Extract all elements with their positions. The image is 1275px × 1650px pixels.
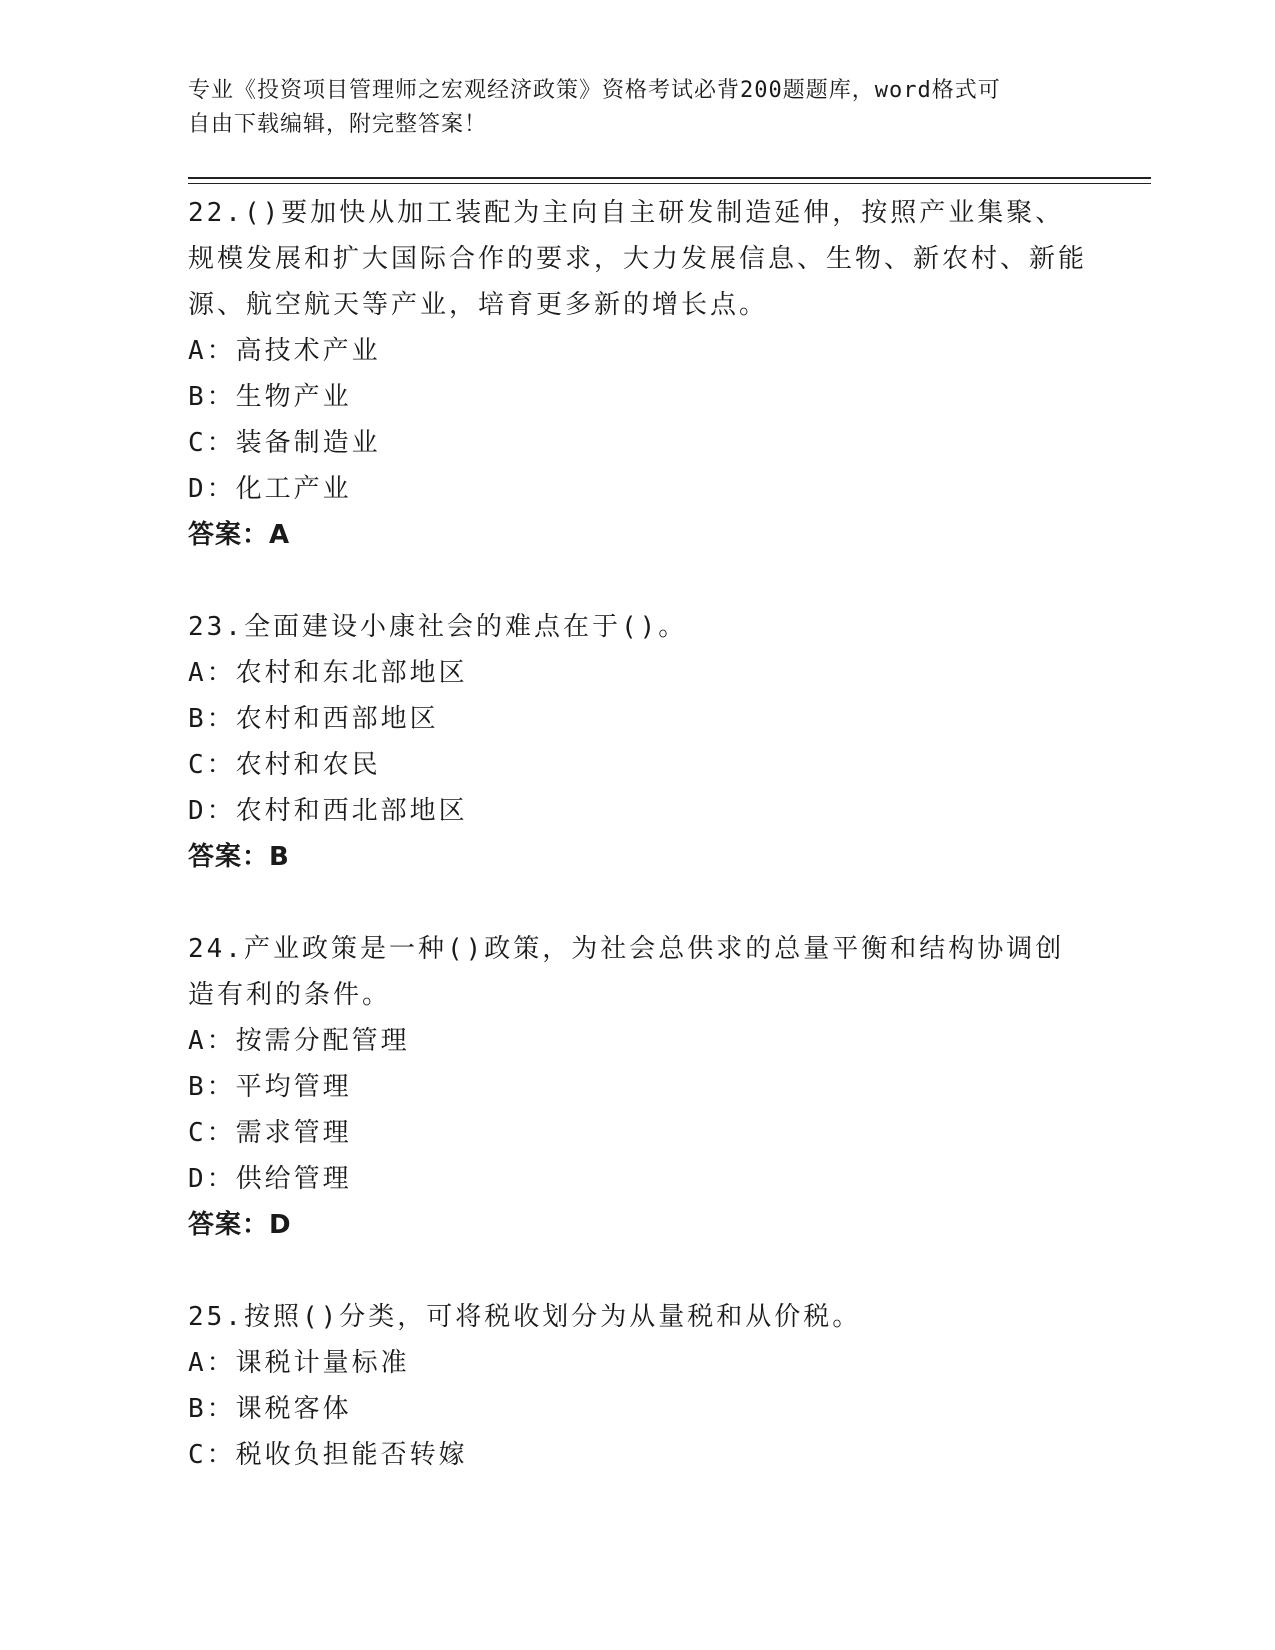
- answer-line: 答案：D: [188, 1210, 292, 1240]
- option-a: A：课税计量标准: [188, 1348, 410, 1378]
- question-stem: 24.产业政策是一种()政策，为社会总供求的总量平衡和结构协调创造有利的条件。: [188, 934, 1065, 1010]
- option-c: C：税收负担能否转嫁: [188, 1440, 468, 1470]
- option-d: D：化工产业: [188, 474, 352, 504]
- question-list: [188, 190, 1088, 1524]
- option-c: C：农村和农民: [188, 750, 381, 780]
- question-22: [188, 190, 1088, 558]
- header-rule-thin: [188, 183, 1151, 184]
- document-header: [188, 74, 1088, 142]
- option-a: A：高技术产业: [188, 336, 381, 366]
- header-rule-thick: [188, 177, 1151, 179]
- option-a: A：农村和东北部地区: [188, 658, 468, 688]
- option-b: B：平均管理: [188, 1072, 352, 1102]
- option-c: C：装备制造业: [188, 428, 381, 458]
- option-c: C：需求管理: [188, 1118, 352, 1148]
- question-23: [188, 604, 1088, 880]
- option-d: D：供给管理: [188, 1164, 352, 1194]
- question-stem: 22.()要加快从加工装配为主向自主研发制造延伸，按照产业集聚、规模发展和扩大国际合作的要求，大力发展信息、生物、新农村、新能源、航空航天等产业，培育更多新的增长点。: [188, 198, 1088, 320]
- question-stem: 23.全面建设小康社会的难点在于()。: [188, 612, 688, 642]
- answer-line: 答案：A: [188, 520, 291, 550]
- option-d: D：农村和西北部地区: [188, 796, 468, 826]
- option-b: B：生物产业: [188, 382, 352, 412]
- option-b: B：农村和西部地区: [188, 704, 439, 734]
- header-line-2: 自由下载编辑，附完整答案！: [188, 112, 488, 137]
- question-25: [188, 1294, 1088, 1478]
- option-a: A：按需分配管理: [188, 1026, 410, 1056]
- option-b: B：课税客体: [188, 1394, 352, 1424]
- question-24: [188, 926, 1088, 1248]
- header-line-1: 专业《投资项目管理师之宏观经济政策》资格考试必背200题题库，word格式可: [188, 78, 1001, 103]
- answer-line: 答案：B: [188, 842, 290, 872]
- question-stem: 25.按照()分类，可将税收划分为从量税和从价税。: [188, 1302, 862, 1332]
